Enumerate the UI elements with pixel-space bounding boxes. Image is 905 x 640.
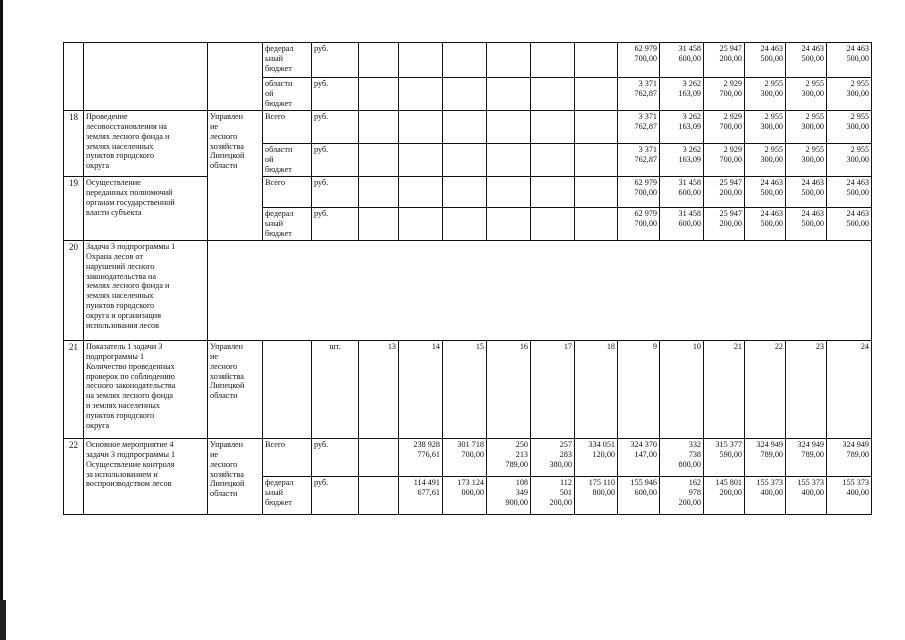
value-cell: 62 979 700,00 bbox=[618, 208, 660, 241]
value-cell bbox=[443, 111, 487, 144]
table-row bbox=[64, 177, 872, 208]
executor-cell: Управлен ие лесного хозяйства Липецкой области bbox=[208, 341, 263, 439]
value-cell bbox=[487, 111, 531, 144]
value-cell: 2 955 300,00 bbox=[745, 144, 786, 177]
value-cell bbox=[443, 144, 487, 177]
value-cell bbox=[443, 208, 487, 241]
value-cell: 16 bbox=[487, 341, 531, 439]
value-cell: 2 955 300,00 bbox=[827, 144, 872, 177]
value-cell: 334 051 120,00 bbox=[575, 439, 618, 477]
value-cell: 62 979 700,00 bbox=[618, 177, 660, 208]
value-cell bbox=[399, 144, 443, 177]
value-cell: 155 373 400,00 bbox=[745, 477, 786, 515]
value-cell bbox=[531, 111, 575, 144]
value-cell: 2 955 300,00 bbox=[827, 78, 872, 111]
value-cell: 2 955 300,00 bbox=[786, 111, 827, 144]
value-cell: 25 947 200,00 bbox=[704, 177, 745, 208]
value-cell bbox=[399, 78, 443, 111]
value-cell: 62 979 700,00 bbox=[618, 43, 660, 78]
row-name-cell: Проведение лесовосстановления на землях лесного фонда и землях населенных пунктов городского округа bbox=[84, 111, 208, 177]
value-cell bbox=[443, 177, 487, 208]
table-row bbox=[64, 341, 872, 439]
scan-border-mark bbox=[0, 600, 6, 640]
value-cell: 3 371 762,87 bbox=[618, 78, 660, 111]
value-cell: 24 463 500,00 bbox=[786, 43, 827, 78]
row-number-cell: 19 bbox=[64, 177, 84, 241]
funding-source-cell: федерал ьный бюджет bbox=[263, 477, 312, 515]
value-cell: 155 373 400,00 bbox=[827, 477, 872, 515]
table-row bbox=[64, 241, 872, 341]
funding-source-cell bbox=[263, 341, 312, 439]
value-cell: 2 955 300,00 bbox=[745, 78, 786, 111]
value-cell: 24 463 500,00 bbox=[786, 208, 827, 241]
funding-source-cell: федерал ьный бюджет bbox=[263, 43, 312, 78]
unit-cell: руб. bbox=[312, 439, 359, 477]
unit-cell: руб. bbox=[312, 477, 359, 515]
value-cell bbox=[575, 78, 618, 111]
value-cell bbox=[359, 43, 399, 78]
value-cell: 25 947 200,00 bbox=[704, 43, 745, 78]
value-cell: 21 bbox=[704, 341, 745, 439]
value-cell: 31 458 600,00 bbox=[660, 177, 704, 208]
value-cell: 24 463 500,00 bbox=[827, 43, 872, 78]
value-cell bbox=[575, 177, 618, 208]
value-cell: 2 929 700,00 bbox=[704, 144, 745, 177]
value-cell: 2 955 300,00 bbox=[786, 144, 827, 177]
executor-cell bbox=[208, 43, 263, 111]
value-cell bbox=[531, 43, 575, 78]
value-cell: 31 458 600,00 bbox=[660, 43, 704, 78]
row-name-cell: Показатель 1 задачи 3 подпрограммы 1 Количество проведенных проверок по соблюдению лесного законодательства на землях лесного фонда и землях населенных пунктов городского округа bbox=[84, 341, 208, 439]
value-cell: 3 371 762,87 bbox=[618, 111, 660, 144]
table-row bbox=[64, 439, 872, 477]
funding-source-cell: Всего bbox=[263, 177, 312, 208]
funding-source-cell: Всего bbox=[263, 439, 312, 477]
value-cell: 24 463 500,00 bbox=[745, 208, 786, 241]
table-row bbox=[64, 43, 872, 78]
value-cell bbox=[487, 144, 531, 177]
value-cell: 24 463 500,00 bbox=[827, 208, 872, 241]
row-name-cell: Основное мероприятие 4 задачи 3 подпрограммы 1 Осуществление контроля за использованием и воспроизводством лесов bbox=[84, 439, 208, 515]
unit-cell: руб. bbox=[312, 144, 359, 177]
row-name-cell: Задача 3 подпрограммы 1 Охрана лесов от нарушений лесного законодательства на землях лесного фонда и землях населенных пунктов городского округа и организация использования лесов bbox=[84, 241, 208, 341]
value-cell bbox=[359, 439, 399, 477]
value-cell: 22 bbox=[745, 341, 786, 439]
value-cell: 155 946 600,00 bbox=[618, 477, 660, 515]
value-cell: 145 801 200,00 bbox=[704, 477, 745, 515]
value-cell: 13 bbox=[359, 341, 399, 439]
value-cell: 9 bbox=[618, 341, 660, 439]
value-cell: 24 463 500,00 bbox=[745, 43, 786, 78]
row-name-cell: Осуществление переданных полномочий органам государственной власти субъекта bbox=[84, 177, 208, 241]
row-number-cell: 20 bbox=[64, 241, 84, 341]
value-cell: 14 bbox=[399, 341, 443, 439]
value-cell bbox=[531, 78, 575, 111]
value-cell: 315 377 590,00 bbox=[704, 439, 745, 477]
value-cell: 108 349 900,00 bbox=[487, 477, 531, 515]
value-cell bbox=[359, 177, 399, 208]
value-cell: 257 283 380,00 bbox=[531, 439, 575, 477]
value-cell bbox=[487, 177, 531, 208]
value-cell: 25 947 200,00 bbox=[704, 208, 745, 241]
value-cell: 112 501 200,00 bbox=[531, 477, 575, 515]
value-cell bbox=[487, 43, 531, 78]
row-number-cell: 21 bbox=[64, 341, 84, 439]
value-cell: 173 124 000,00 bbox=[443, 477, 487, 515]
value-cell bbox=[575, 144, 618, 177]
value-cell: 332 738 800,00 bbox=[660, 439, 704, 477]
value-cell: 162 978 200,00 bbox=[660, 477, 704, 515]
value-cell bbox=[359, 144, 399, 177]
value-cell bbox=[399, 111, 443, 144]
value-cell: 3 371 762,87 bbox=[618, 144, 660, 177]
value-cell: 324 949 789,00 bbox=[827, 439, 872, 477]
value-cell: 114 491 677,61 bbox=[399, 477, 443, 515]
unit-cell: руб. bbox=[312, 111, 359, 144]
value-cell: 3 262 163,09 bbox=[660, 78, 704, 111]
unit-cell: руб. bbox=[312, 43, 359, 78]
value-cell: 18 bbox=[575, 341, 618, 439]
funding-source-cell: областн ой бюджет bbox=[263, 144, 312, 177]
value-cell: 17 bbox=[531, 341, 575, 439]
value-cell: 250 213 789,00 bbox=[487, 439, 531, 477]
value-cell bbox=[399, 208, 443, 241]
value-cell bbox=[575, 111, 618, 144]
value-cell bbox=[531, 177, 575, 208]
value-cell: 3 262 163,09 bbox=[660, 111, 704, 144]
value-cell bbox=[487, 208, 531, 241]
unit-cell: руб. bbox=[312, 78, 359, 111]
value-cell: 175 110 800,00 bbox=[575, 477, 618, 515]
value-cell: 24 bbox=[827, 341, 872, 439]
value-cell bbox=[399, 177, 443, 208]
funding-source-cell: областн ой бюджет bbox=[263, 78, 312, 111]
value-cell bbox=[575, 208, 618, 241]
value-cell bbox=[443, 78, 487, 111]
value-cell bbox=[359, 78, 399, 111]
value-cell bbox=[443, 43, 487, 78]
row-number-cell: 18 bbox=[64, 111, 84, 177]
budget-table bbox=[63, 42, 872, 515]
value-cell: 324 949 789,00 bbox=[786, 439, 827, 477]
value-cell: 23 bbox=[786, 341, 827, 439]
value-cell bbox=[487, 78, 531, 111]
value-cell bbox=[399, 43, 443, 78]
funding-source-cell: Всего bbox=[263, 111, 312, 144]
row-name-cell bbox=[84, 43, 208, 111]
value-cell: 324 949 789,00 bbox=[745, 439, 786, 477]
unit-cell: шт. bbox=[312, 341, 359, 439]
unit-cell: руб. bbox=[312, 208, 359, 241]
value-cell: 24 463 500,00 bbox=[745, 177, 786, 208]
scan-border-left bbox=[0, 0, 3, 640]
executor-cell: Управлен ие лесного хозяйства Липецкой области bbox=[208, 111, 263, 241]
value-cell: 2 929 700,00 bbox=[704, 78, 745, 111]
value-cell: 3 262 163,09 bbox=[660, 144, 704, 177]
value-cell: 2 955 300,00 bbox=[745, 111, 786, 144]
row-number-cell: 22 bbox=[64, 439, 84, 515]
value-cell: 2 955 300,00 bbox=[827, 111, 872, 144]
row-number-cell bbox=[64, 43, 84, 111]
value-cell: 31 458 600,00 bbox=[660, 208, 704, 241]
merged-empty-cell bbox=[208, 241, 872, 341]
value-cell: 2 955 300,00 bbox=[786, 78, 827, 111]
value-cell: 10 bbox=[660, 341, 704, 439]
value-cell bbox=[359, 208, 399, 241]
value-cell: 24 463 500,00 bbox=[827, 177, 872, 208]
executor-cell: Управлен ие лесного хозяйства Липецкой области bbox=[208, 439, 263, 515]
value-cell: 2 929 700,00 bbox=[704, 111, 745, 144]
table-row bbox=[64, 111, 872, 144]
funding-source-cell: федерал ьный бюджет bbox=[263, 208, 312, 241]
value-cell: 155 373 400,00 bbox=[786, 477, 827, 515]
value-cell bbox=[531, 208, 575, 241]
value-cell: 301 718 700,00 bbox=[443, 439, 487, 477]
value-cell bbox=[531, 144, 575, 177]
value-cell bbox=[359, 111, 399, 144]
value-cell bbox=[575, 43, 618, 78]
value-cell: 15 bbox=[443, 341, 487, 439]
value-cell bbox=[359, 477, 399, 515]
value-cell: 324 370 147,00 bbox=[618, 439, 660, 477]
value-cell: 24 463 500,00 bbox=[786, 177, 827, 208]
value-cell: 238 928 776,61 bbox=[399, 439, 443, 477]
unit-cell: руб. bbox=[312, 177, 359, 208]
